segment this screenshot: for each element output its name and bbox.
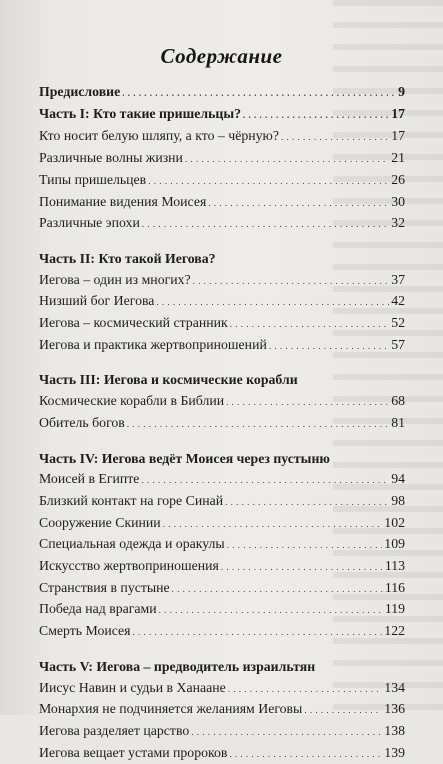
toc-entry-label: Иегова – один из многих? — [39, 271, 191, 287]
toc-entry-label: Понимание видения Моисея — [39, 193, 207, 209]
toc-entry-label: Победа над врагами — [39, 601, 157, 617]
page-title: Содержание — [160, 44, 283, 68]
toc-entry — [39, 721, 405, 743]
toc-page-number: 94 — [391, 471, 405, 487]
toc-entry-label: Специальная одежда и оракулы — [39, 536, 225, 552]
toc-entry — [39, 621, 405, 643]
dot-leader — [191, 721, 382, 743]
toc-part-heading: Часть IV: Иегова ведёт Моисея через пустыню — [39, 450, 330, 466]
dot-leader — [163, 513, 383, 535]
toc-entry — [39, 291, 405, 313]
dot-leader — [159, 599, 383, 621]
toc-entry-label: Иегова и практика жертвоприношений — [39, 336, 267, 352]
toc-entry — [39, 413, 405, 435]
toc-page-number: 57 — [391, 336, 405, 352]
toc-entry — [39, 469, 405, 491]
toc-page-number: 134 — [384, 679, 405, 695]
toc-part-heading: Часть II: Кто такой Иегова? — [39, 250, 216, 266]
toc-page-number: 42 — [391, 293, 405, 309]
toc-page-number: 102 — [384, 514, 405, 530]
dot-leader — [228, 678, 383, 700]
dot-leader — [227, 534, 383, 556]
toc-page-number: 21 — [391, 150, 405, 166]
toc-entry — [39, 213, 405, 235]
toc-entry — [39, 556, 405, 578]
toc-entry — [39, 170, 405, 192]
toc-entry-preface — [39, 82, 405, 104]
toc-page-number: 139 — [384, 744, 405, 760]
toc-entry-label: Сооружение Скинии — [39, 514, 161, 530]
toc-page-number: 52 — [391, 315, 405, 331]
dot-leader — [185, 148, 389, 170]
toc-page-number: 26 — [391, 171, 405, 187]
toc-entry — [39, 743, 405, 764]
toc-page-number: 116 — [384, 579, 405, 595]
toc-entry — [39, 313, 405, 335]
toc-entry — [39, 678, 405, 700]
toc-entry-label: Обитель богов — [39, 414, 125, 430]
dot-leader — [281, 126, 389, 148]
toc-entry — [39, 148, 405, 170]
dot-leader — [156, 291, 389, 313]
toc-page-number: 37 — [391, 271, 405, 287]
toc-entry-label: Смерть Моисея — [39, 623, 131, 639]
toc-page-number: 113 — [384, 558, 405, 574]
toc-page-number: 68 — [391, 393, 405, 409]
toc-entry — [39, 513, 405, 535]
toc-entry-label: Близкий контакт на горе Синай — [39, 492, 224, 508]
dot-leader — [122, 82, 396, 104]
toc-entry-label: Низший бог Иегова — [39, 293, 155, 309]
toc-entry-label: Монархия не подчиняется желаниям Иеговы — [39, 701, 303, 717]
toc-entry — [39, 335, 405, 357]
toc-entry-label: Различные волны жизни — [39, 150, 183, 166]
toc-page-number: 32 — [391, 215, 405, 231]
toc-entry — [39, 599, 405, 621]
dot-leader — [142, 213, 389, 235]
toc-part-heading: Часть V: Иегова – предводитель израильтян — [39, 658, 316, 674]
toc-entry-label: Космические корабли в Библии — [39, 393, 225, 409]
toc-page-number: 17 — [391, 128, 405, 144]
toc-entry-label: Предисловие — [39, 84, 121, 99]
dot-leader — [225, 491, 389, 513]
toc-entry — [39, 391, 405, 413]
toc-entry — [39, 699, 405, 721]
dot-leader — [269, 335, 389, 357]
toc-entry — [39, 270, 405, 292]
toc-entry-label: Различные эпохи — [39, 215, 140, 231]
toc-entry — [39, 192, 405, 214]
toc-entry-label: Типы пришельцев — [39, 171, 147, 187]
toc-entry-label: Иегова – космический странник — [39, 315, 228, 331]
dot-leader — [172, 578, 383, 600]
dot-leader — [243, 104, 389, 126]
toc-entry-label: Странствия в пустыне — [39, 579, 170, 595]
toc-page-number: 109 — [384, 536, 405, 552]
toc-part-heading — [39, 104, 405, 126]
toc-entry — [39, 491, 405, 513]
dot-leader — [141, 469, 389, 491]
toc-page-number: 138 — [384, 722, 405, 738]
toc-entry — [39, 578, 405, 600]
toc-part-heading: Часть III: Иегова и космические корабли — [39, 372, 298, 388]
toc-page-number: 9 — [398, 84, 405, 99]
dot-leader — [208, 192, 389, 214]
dot-leader — [304, 699, 382, 721]
toc-entry-label: Искусство жертвоприношения — [39, 558, 219, 574]
toc-page-number: 119 — [384, 601, 405, 617]
dot-leader — [193, 270, 390, 292]
dot-leader — [230, 313, 390, 335]
dot-leader — [229, 743, 382, 764]
toc-page-number: 136 — [384, 701, 405, 717]
dot-leader — [127, 413, 389, 435]
toc-page-number: 122 — [384, 623, 405, 639]
toc-entry — [39, 534, 405, 556]
toc-page-number: 98 — [391, 492, 405, 508]
toc-entry-label: Иегова разделяет царство — [39, 722, 190, 738]
toc-entry — [39, 126, 405, 148]
toc-page-number: 17 — [391, 105, 405, 121]
toc-entry-label: Иисус Навин и судьи в Ханаане — [39, 679, 226, 695]
dot-leader — [148, 170, 389, 192]
dot-leader — [221, 556, 383, 578]
part-heading-label: Часть I: Кто такие пришельцы? — [39, 105, 242, 121]
table-of-contents — [39, 82, 405, 764]
dot-leader — [226, 391, 389, 413]
toc-entry-label: Моисей в Египте — [39, 471, 140, 487]
toc-page-number: 81 — [391, 414, 405, 430]
dot-leader — [133, 621, 383, 643]
toc-entry-label: Иегова вещает устами пророков — [39, 744, 228, 760]
toc-entry-label: Кто носит белую шляпу, а кто – чёрную? — [39, 128, 279, 144]
toc-page-number: 30 — [391, 193, 405, 209]
